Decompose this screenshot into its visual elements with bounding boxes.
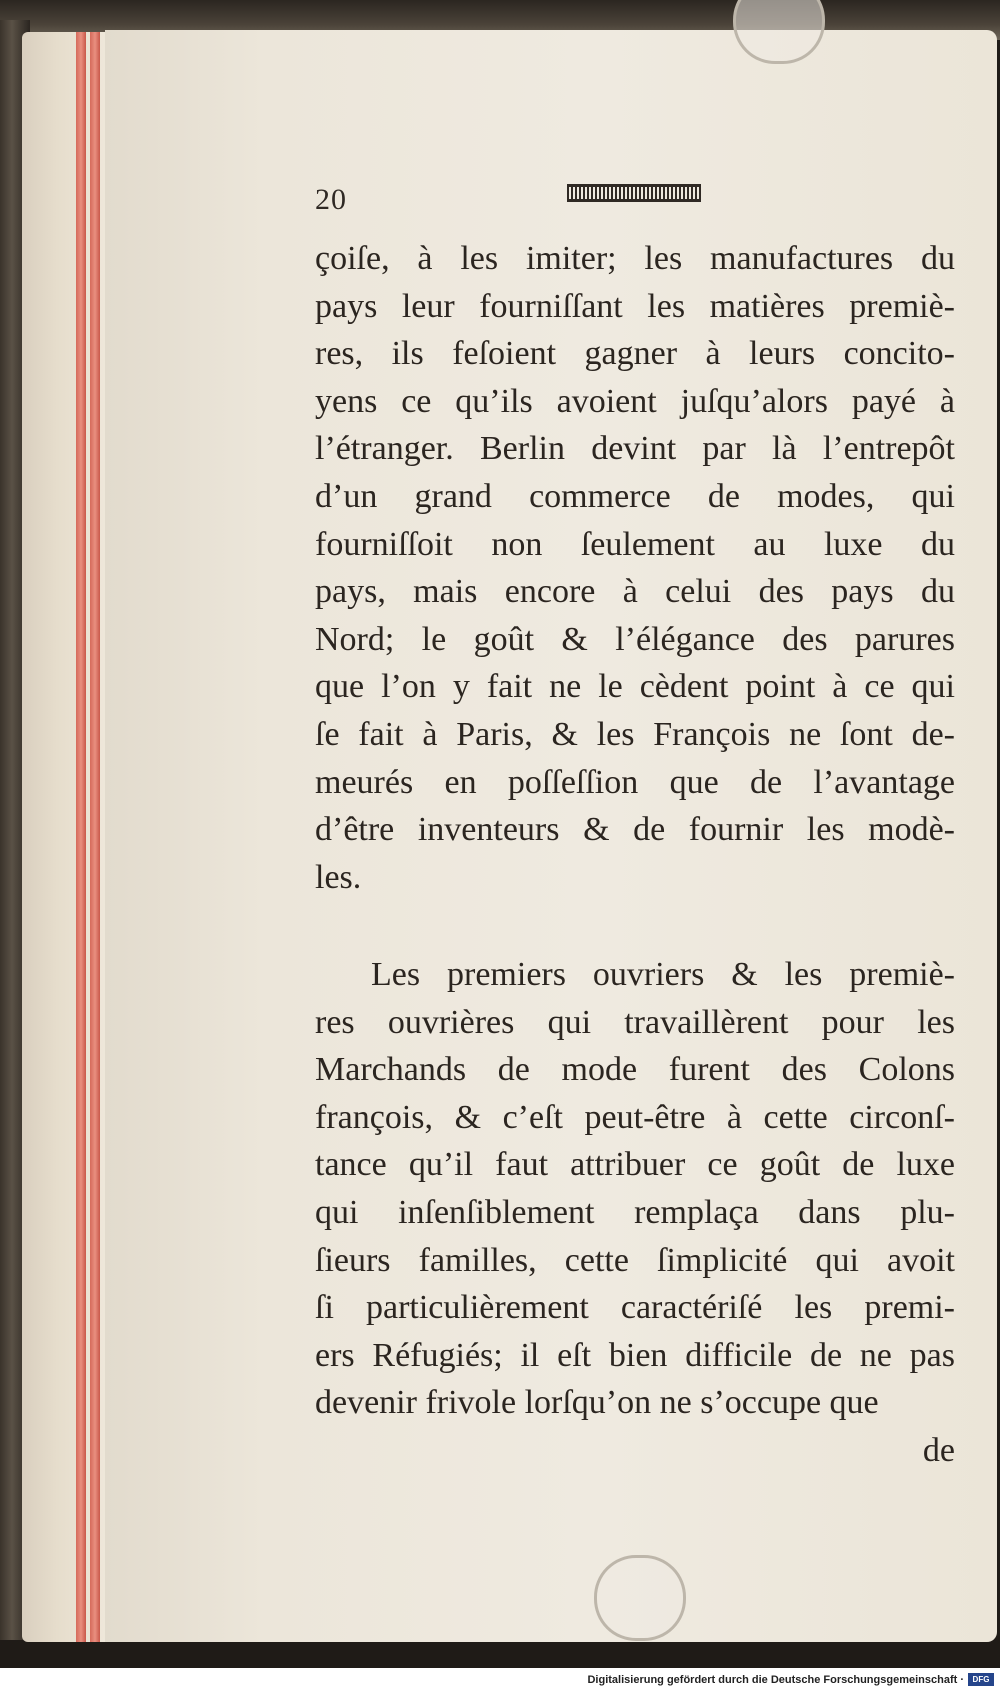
text-line: yens ce qu’ils avoient juſqu’alors payé à: [315, 382, 955, 420]
catchword: de: [922, 1432, 955, 1469]
text-line: l’étranger. Berlin devint par là l’entrepôt: [315, 430, 955, 468]
text-line: res, ils feſoient gagner à leurs concito-: [315, 335, 955, 373]
text-line: qui inſenſiblement remplaça dans plu-: [315, 1193, 955, 1231]
text-line: pays leur fourniſſant les matières premiè-: [315, 287, 955, 325]
bottom-paper-clip: [594, 1555, 686, 1641]
text-line: tance qu’il faut attribuer ce goût de luxe: [315, 1146, 955, 1184]
text-line: meurés en poſſeſſion que de l’avantage: [315, 763, 955, 801]
text-line: ſe fait à Paris, & les François ne ſont de-: [315, 715, 955, 753]
text-line: ſieurs familles, cette ſimplicité qui avoit: [315, 1241, 955, 1279]
text-line: d’un grand commerce de modes, qui: [315, 477, 955, 515]
text-line: françois, & c’eſt peut-être à cette circonſ-: [315, 1098, 955, 1136]
text-line: fourniſſoit non ſeulement au luxe du: [315, 525, 955, 563]
text-line: çoiſe, à les imiter; les manufactures du: [315, 240, 955, 277]
text-line: les.: [315, 858, 362, 896]
red-page-edge: [90, 32, 100, 1642]
digitization-credit: Digitalisierung gefördert durch die Deutsche Forschungsgemeinschaft ·: [587, 1674, 964, 1686]
dfg-logo: DFG: [968, 1673, 994, 1686]
text-line: Les premiers ouvriers & les premiè-: [371, 956, 955, 993]
page-number: 20: [315, 183, 347, 216]
paragraph-1: [315, 235, 955, 901]
text-line: res ouvrières qui travaillèrent pour les: [315, 1003, 955, 1041]
paragraph-2: [315, 951, 955, 1427]
red-page-edge: [76, 32, 86, 1642]
text-line: Nord; le goût & l’élégance des parures: [315, 620, 955, 658]
footer: [0, 1668, 1000, 1694]
text-line: pays, mais encore à celui des pays du: [315, 573, 955, 611]
text-line: devenir frivole lorſqu’on ne s’occupe que: [315, 1384, 879, 1422]
text-line: Marchands de mode furent des Colons: [315, 1051, 955, 1089]
header-ornament: [567, 184, 701, 202]
text-line: d’être inventeurs & de fournir les modè-: [315, 811, 955, 849]
text-line: ſi particulièrement caractériſé les premi-: [315, 1289, 955, 1327]
text-line: ers Réfugiés; il eſt bien difficile de ne pas: [315, 1336, 955, 1374]
text-line: que l’on y fait ne le cèdent point à ce qui: [315, 668, 955, 706]
catchword-block: [315, 1427, 955, 1475]
